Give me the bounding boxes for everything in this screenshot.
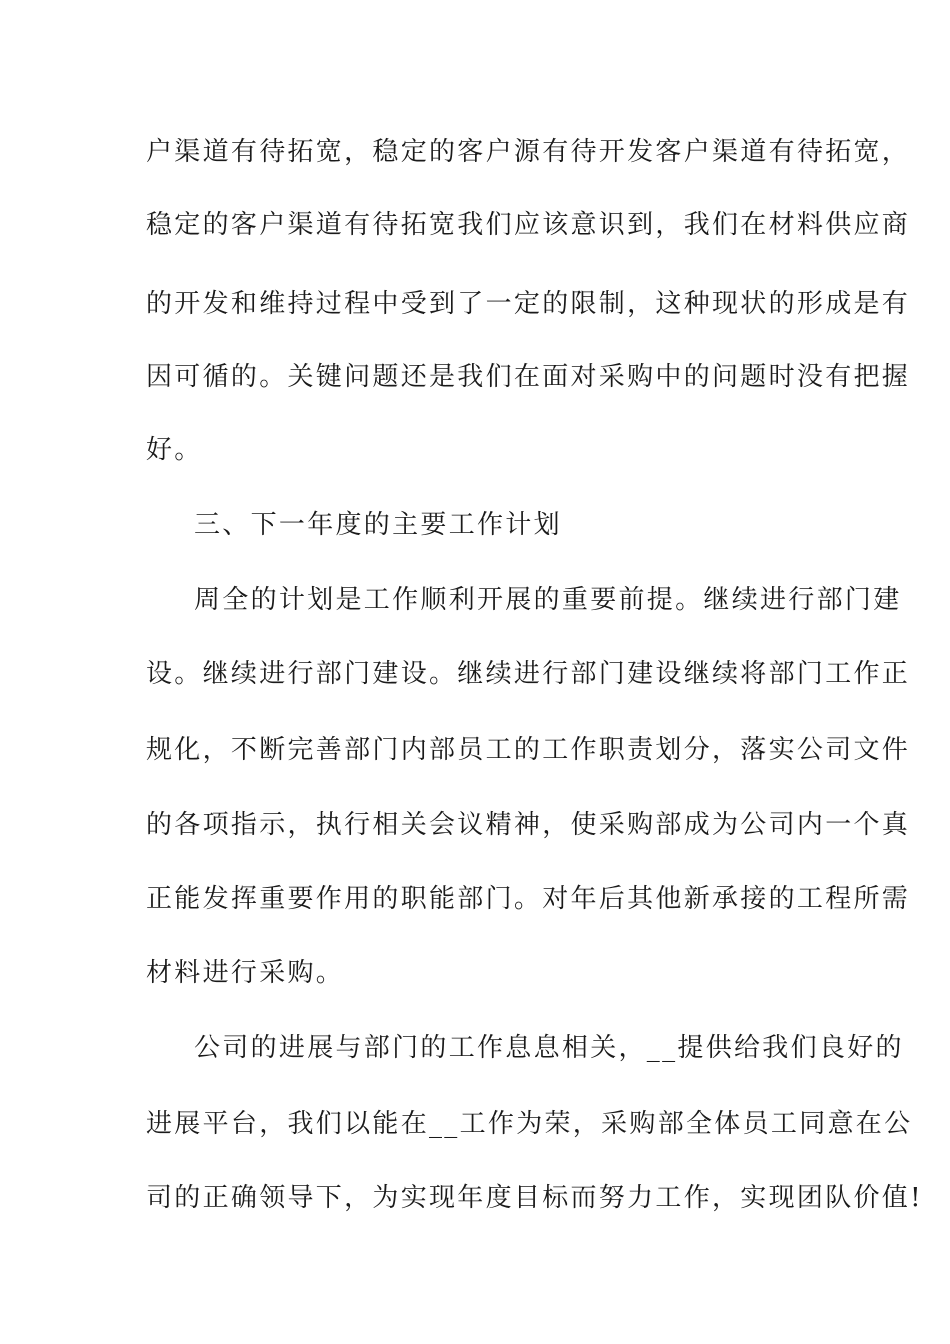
- text-line: 的各项指示，执行相关会议精神，使采购部成为公司内一个真: [146, 810, 911, 840]
- text-line: 正能发挥重要作用的职能部门。对年后其他新承接的工程所需: [146, 884, 911, 914]
- text-line: 稳定的客户渠道有待拓宽我们应该意识到，我们在材料供应商: [146, 210, 911, 240]
- text-line: 材料进行采购。: [146, 958, 345, 988]
- text-line: 进展平台，我们以能在__工作为荣，采购部全体员工同意在公: [146, 1109, 913, 1139]
- text-line: 好。: [146, 435, 203, 465]
- text-line: 户渠道有待拓宽，稳定的客户源有待开发客户渠道有待拓宽，: [146, 137, 911, 167]
- text-line: 公司的进展与部门的工作息息相关，__提供给我们良好的: [194, 1033, 904, 1063]
- text-line: 的开发和维持过程中受到了一定的限制，这种现状的形成是有: [146, 289, 911, 319]
- text-line: 司的正确领导下，为实现年度目标而努力工作，实现团队价值!: [146, 1183, 923, 1213]
- text-line: 因可循的。关键问题还是我们在面对采购中的问题时没有把握: [146, 362, 911, 392]
- text-line: 规化，不断完善部门内部员工的工作职责划分，落实公司文件: [146, 735, 911, 765]
- text-line: 周全的计划是工作顺利开展的重要前提。继续进行部门建: [194, 585, 902, 615]
- text-line: 设。继续进行部门建设。继续进行部门建设继续将部门工作正: [146, 659, 911, 689]
- section-heading: 三、下一年度的主要工作计划: [194, 510, 562, 540]
